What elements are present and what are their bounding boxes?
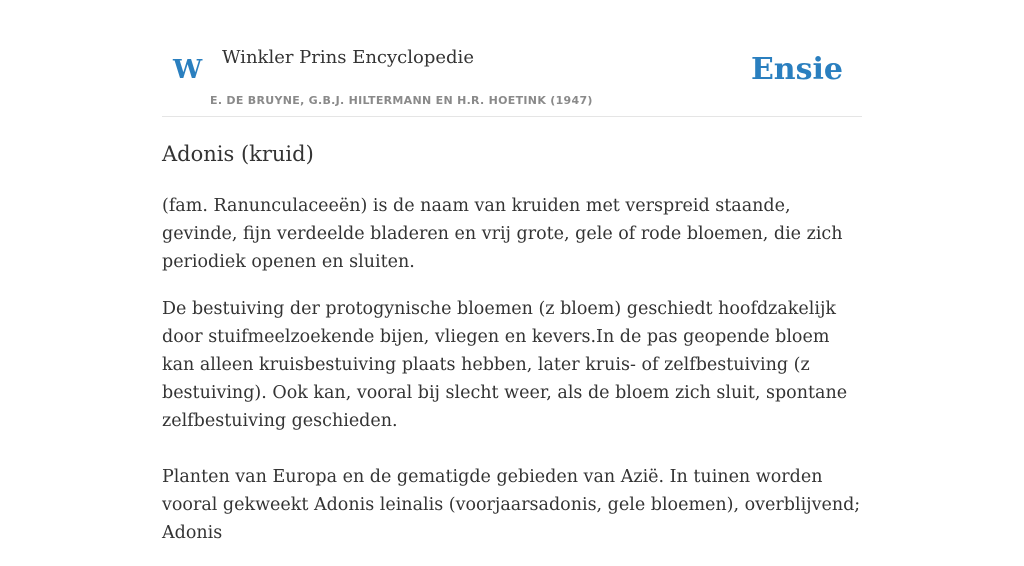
publication-title[interactable]: Winkler Prins Encyclopedie (222, 47, 474, 68)
article-body (162, 192, 862, 566)
article-paragraph: De bestuiving der protogynische bloemen (z bloem) geschiedt hoofdzakelijk door stuifmeelzoekende bijen, vliegen en kevers.In de pas geopende bloem kan alleen kruisbestuiving plaats hebben, later kruis- of zelfbestuiving (z bestuiving). Ook kan, vooral bij slecht weer, als de bloem zich sluit, spontane zelfbestuiving geschieden. (162, 299, 848, 431)
publication-logo[interactable]: W (173, 55, 203, 85)
article-paragraph: Planten van Europa en de gematigde gebieden van Azië. In tuinen worden vooral gekweekt Adonis leinalis (voorjaarsadonis, gele bloemen), overblijvend; Adonis (162, 467, 861, 543)
site-header (162, 0, 862, 117)
article-title: Adonis (kruid) (162, 142, 314, 166)
article-paragraph: (fam. Ranunculaceeën) is de naam van kruiden met verspreid staande, gevinde, fijn verdeelde bladeren en vrij grote, gele of rode bloemen, die zich periodiek openen en sluiten. (162, 196, 843, 272)
brand-logo-link[interactable]: Ensie (750, 52, 843, 87)
publication-authors: E. DE BRUYNE, G.B.J. HILTERMANN EN H.R. HOETINK (1947) (210, 94, 593, 107)
